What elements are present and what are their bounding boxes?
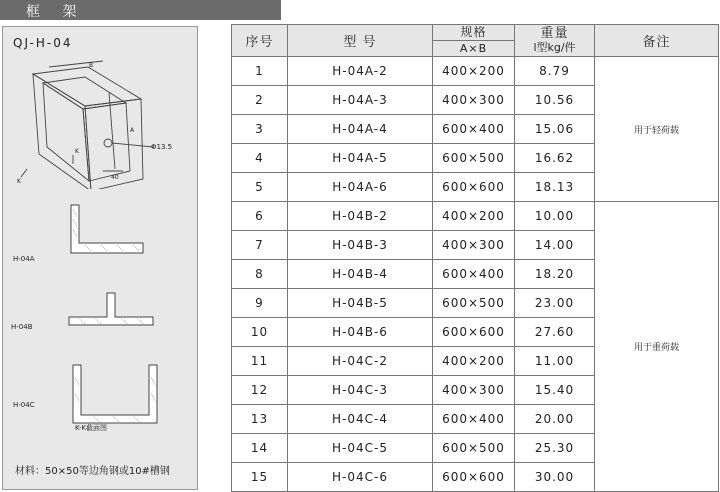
note-heavy-load: 用于重荷载 xyxy=(595,202,719,492)
cell-weight: 18.13 xyxy=(515,173,595,202)
cell-weight: 30.00 xyxy=(515,463,595,492)
header-spec-top: 规格 xyxy=(433,25,514,41)
cell-index: 5 xyxy=(232,173,288,202)
cell-model: H-04C-5 xyxy=(288,434,433,463)
cell-model: H-04B-6 xyxy=(288,318,433,347)
section-b-label: H-04B xyxy=(11,323,33,331)
title-bar xyxy=(0,0,281,20)
section-drawings xyxy=(23,197,173,437)
cell-index: 4 xyxy=(232,144,288,173)
table-row xyxy=(232,57,719,86)
cell-index: 7 xyxy=(232,231,288,260)
cell-index: 10 xyxy=(232,318,288,347)
cell-index: 13 xyxy=(232,405,288,434)
header-index: 序号 xyxy=(232,25,288,57)
cell-spec: 400×300 xyxy=(433,376,515,405)
cell-model: H-04A-4 xyxy=(288,115,433,144)
cell-model: H-04A-3 xyxy=(288,86,433,115)
header-weight-bottom: l型kg/件 xyxy=(533,40,576,54)
header-spec xyxy=(433,25,515,57)
k-lower-label: K xyxy=(17,178,21,185)
dim-a-label: A xyxy=(130,127,135,134)
cell-index: 9 xyxy=(232,289,288,318)
cell-model: H-04A-5 xyxy=(288,144,433,173)
cell-spec: 600×600 xyxy=(433,173,515,202)
cell-weight: 25.30 xyxy=(515,434,595,463)
cell-weight: 15.40 xyxy=(515,376,595,405)
spec-table xyxy=(231,24,719,492)
section-caption: K-K截面图 xyxy=(75,424,107,432)
cell-weight: 10.00 xyxy=(515,202,595,231)
header-model: 型 号 xyxy=(288,25,433,57)
cell-weight: 18.20 xyxy=(515,260,595,289)
cell-model: H-04A-6 xyxy=(288,173,433,202)
header-weight xyxy=(515,25,595,57)
cell-spec: 600×400 xyxy=(433,405,515,434)
cell-spec: 400×200 xyxy=(433,57,515,86)
cell-index: 12 xyxy=(232,376,288,405)
header-spec-bottom: A×B xyxy=(459,42,488,55)
cell-index: 2 xyxy=(232,86,288,115)
cell-index: 1 xyxy=(232,57,288,86)
cell-index: 15 xyxy=(232,463,288,492)
cell-weight: 11.00 xyxy=(515,347,595,376)
cell-weight: 27.60 xyxy=(515,318,595,347)
cell-index: 11 xyxy=(232,347,288,376)
cell-model: H-04C-6 xyxy=(288,463,433,492)
cell-model: H-04B-4 xyxy=(288,260,433,289)
cell-model: H-04B-3 xyxy=(288,231,433,260)
drawing-panel xyxy=(2,26,198,490)
dim-b-label: B xyxy=(89,62,94,69)
cell-spec: 600×400 xyxy=(433,115,515,144)
cell-spec: 600×500 xyxy=(433,434,515,463)
cell-index: 8 xyxy=(232,260,288,289)
spacing-label: 40 xyxy=(111,174,119,181)
cell-model: H-04B-2 xyxy=(288,202,433,231)
cell-weight: 15.06 xyxy=(515,115,595,144)
note-light-load: 用于轻荷载 xyxy=(595,57,719,202)
cell-weight: 14.00 xyxy=(515,231,595,260)
cell-model: H-04A-2 xyxy=(288,57,433,86)
section-a-label: H-04A xyxy=(13,255,35,263)
header-note: 备注 xyxy=(595,25,719,57)
cell-model: H-04B-5 xyxy=(288,289,433,318)
cell-weight: 20.00 xyxy=(515,405,595,434)
cell-spec: 400×200 xyxy=(433,347,515,376)
cell-model: H-04C-3 xyxy=(288,376,433,405)
table-row xyxy=(232,202,719,231)
cell-spec: 600×500 xyxy=(433,144,515,173)
cell-spec: 400×300 xyxy=(433,231,515,260)
cell-index: 14 xyxy=(232,434,288,463)
model-code: QJ-H-04 xyxy=(13,36,73,50)
cell-spec: 600×600 xyxy=(433,463,515,492)
header-weight-top: 重量 xyxy=(540,25,569,41)
cell-weight: 10.56 xyxy=(515,86,595,115)
cell-spec: 600×600 xyxy=(433,318,515,347)
cell-weight: 8.79 xyxy=(515,57,595,86)
material-note: 材料：50×50等边角钢或10#槽钢 xyxy=(15,466,170,477)
cell-spec: 600×500 xyxy=(433,289,515,318)
cell-index: 3 xyxy=(232,115,288,144)
cell-index: 6 xyxy=(232,202,288,231)
section-c-label: H-04C xyxy=(13,401,35,409)
hole-label: Φ13.5 xyxy=(151,143,173,151)
cell-spec: 400×200 xyxy=(433,202,515,231)
cell-weight: 16.62 xyxy=(515,144,595,173)
cell-weight: 23.00 xyxy=(515,289,595,318)
k-upper-label: K xyxy=(75,148,79,155)
cell-model: H-04C-4 xyxy=(288,405,433,434)
cell-spec: 400×300 xyxy=(433,86,515,115)
page-title: 框 架 xyxy=(26,4,86,20)
frame-3d-drawing xyxy=(13,59,188,189)
cell-model: H-04C-2 xyxy=(288,347,433,376)
cell-spec: 600×400 xyxy=(433,260,515,289)
